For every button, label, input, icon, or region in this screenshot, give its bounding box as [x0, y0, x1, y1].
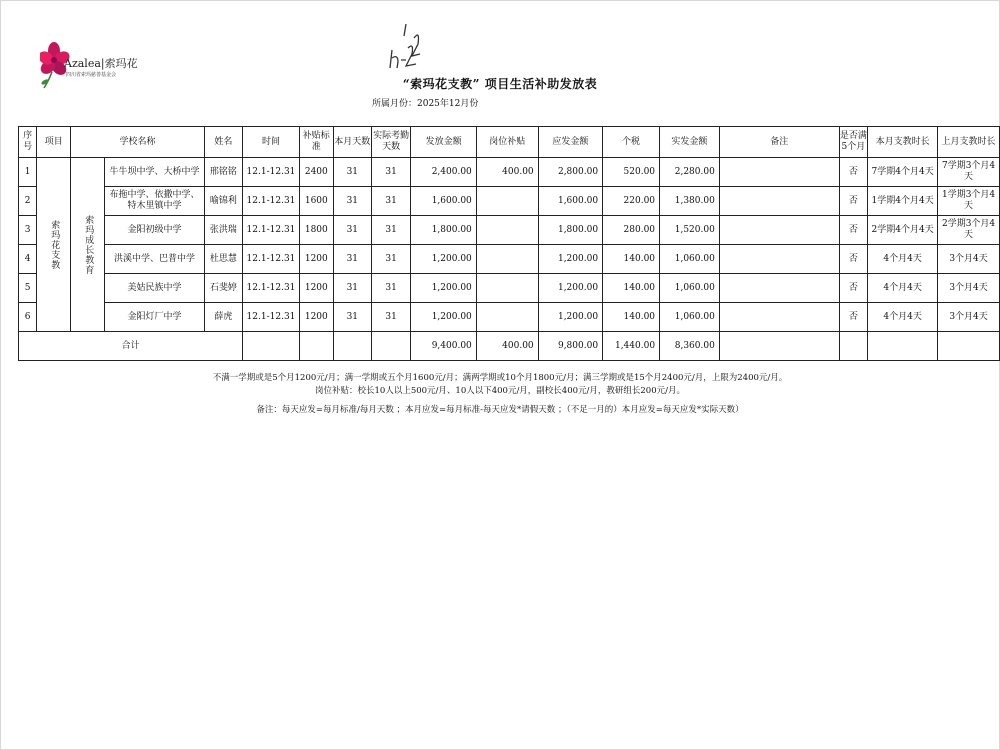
cell-period: 12.1-12.31 [243, 303, 300, 332]
cell-amount: 1,200.00 [411, 303, 476, 332]
header-remark: 备注 [719, 127, 839, 158]
note-line-1: 不满一学期或是5个月1200元/月；满一学期或五个月1600元/月；满两学期或10个月1800元/月；满三学期或是15个月2400元/月，上限为2400元/月。 [212, 373, 788, 383]
cell-seq: 5 [19, 274, 37, 303]
cell-post: 400.00 [476, 158, 538, 187]
cell-seq: 3 [19, 216, 37, 245]
cell-name: 喻锦利 [204, 187, 243, 216]
cell-sub-project [71, 158, 105, 332]
cell-last-month: 7学期3个月4天 [938, 158, 1000, 187]
cell-full5: 否 [839, 216, 867, 245]
cell-tax: 280.00 [603, 216, 660, 245]
cell-days: 31 [333, 158, 371, 187]
cell-empty [299, 332, 333, 361]
cell-full5: 否 [839, 303, 867, 332]
cell-this-month: 4个月4天 [868, 274, 938, 303]
cell-standard: 1200 [299, 245, 333, 274]
cell-seq: 4 [19, 245, 37, 274]
cell-name: 邢铭铭 [204, 158, 243, 187]
cell-project [37, 158, 71, 332]
cell-empty [243, 332, 300, 361]
cell-remark [719, 245, 839, 274]
cell-period: 12.1-12.31 [243, 274, 300, 303]
cell-full5: 否 [839, 187, 867, 216]
cell-empty [719, 332, 839, 361]
cell-amount: 1,800.00 [411, 216, 476, 245]
cell-school: 布拖中学、依撒中学、特木里镇中学 [105, 187, 204, 216]
cell-amount: 1,600.00 [411, 187, 476, 216]
header-last-month: 上月支教时长 [938, 127, 1000, 158]
cell-empty [938, 332, 1000, 361]
cell-actual: 31 [371, 245, 411, 274]
cell-last-month: 1学期3个月4天 [938, 187, 1000, 216]
table-row [19, 274, 1000, 303]
total-tax: 1,440.00 [603, 332, 660, 361]
cell-standard: 1600 [299, 187, 333, 216]
cell-actual: 31 [371, 187, 411, 216]
cell-post [476, 303, 538, 332]
cell-tax: 520.00 [603, 158, 660, 187]
cell-full5: 否 [839, 245, 867, 274]
cell-actual: 31 [371, 216, 411, 245]
cell-full5: 否 [839, 274, 867, 303]
subsidy-table [18, 126, 1000, 361]
cell-tax: 220.00 [603, 187, 660, 216]
cell-last-month: 2学期3个月4天 [938, 216, 1000, 245]
note-line-3: 备注：每天应发=每月标准/每月天数 ；本月应发=每月标准-每天应发*请假天数 ；（不足一月的）本月应发=每天应发*实际天数） [256, 405, 744, 415]
cell-payable: 1,600.00 [538, 187, 602, 216]
cell-post [476, 216, 538, 245]
cell-post [476, 187, 538, 216]
header-this-month: 本月支教时长 [868, 127, 938, 158]
total-payable: 9,800.00 [538, 332, 602, 361]
cell-this-month: 2学期4个月4天 [868, 216, 938, 245]
cell-post [476, 245, 538, 274]
total-row [19, 332, 1000, 361]
cell-period: 12.1-12.31 [243, 158, 300, 187]
header-name: 姓名 [204, 127, 243, 158]
header-post: 岗位补贴 [476, 127, 538, 158]
cell-net: 1,380.00 [660, 187, 720, 216]
cell-name: 张洪瑞 [204, 216, 243, 245]
header-actual-days: 实际考勤天数 [371, 127, 411, 158]
header-full5: 是否满5个月 [839, 127, 867, 158]
cell-name: 石斐婷 [204, 274, 243, 303]
table-row [19, 303, 1000, 332]
header-payable: 应发金额 [538, 127, 602, 158]
cell-amount: 2,400.00 [411, 158, 476, 187]
cell-remark [719, 303, 839, 332]
table-row [19, 187, 1000, 216]
cell-period: 12.1-12.31 [243, 216, 300, 245]
cell-actual: 31 [371, 303, 411, 332]
cell-tax: 140.00 [603, 303, 660, 332]
cell-this-month: 4个月4天 [868, 303, 938, 332]
cell-this-month: 4个月4天 [868, 245, 938, 274]
header-seq: 序号 [19, 127, 37, 158]
cell-this-month: 1学期4个月4天 [868, 187, 938, 216]
header-school: 学校名称 [71, 127, 204, 158]
cell-full5: 否 [839, 158, 867, 187]
cell-empty [333, 332, 371, 361]
cell-school: 洪溪中学、巴普中学 [105, 245, 204, 274]
cell-remark [719, 187, 839, 216]
header-amount: 发放金额 [411, 127, 476, 158]
cell-standard: 2400 [299, 158, 333, 187]
cell-days: 31 [333, 187, 371, 216]
cell-last-month: 3个月4天 [938, 274, 1000, 303]
cell-tax: 140.00 [603, 274, 660, 303]
cell-remark [719, 158, 839, 187]
cell-period: 12.1-12.31 [243, 187, 300, 216]
cell-name: 薛虎 [204, 303, 243, 332]
cell-empty [839, 332, 867, 361]
cell-post [476, 274, 538, 303]
cell-name: 杜思慧 [204, 245, 243, 274]
cell-last-month: 3个月4天 [938, 245, 1000, 274]
total-amount: 9,400.00 [411, 332, 476, 361]
cell-last-month: 3个月4天 [938, 303, 1000, 332]
cell-actual: 31 [371, 274, 411, 303]
cell-net: 1,060.00 [660, 245, 720, 274]
cell-standard: 1200 [299, 303, 333, 332]
page-title: “索玛花支教” 项目生活补助发放表 [402, 77, 598, 91]
sub-project-name: 索玛成长教育 [83, 214, 94, 275]
cell-amount: 1,200.00 [411, 245, 476, 274]
logo-subtitle: 四川省索玛慈善基金会 [66, 72, 117, 78]
table-header-row [19, 127, 1000, 158]
cell-net: 1,520.00 [660, 216, 720, 245]
cell-seq: 2 [19, 187, 37, 216]
cell-empty [868, 332, 938, 361]
total-net: 8,360.00 [660, 332, 720, 361]
total-post: 400.00 [476, 332, 538, 361]
cell-net: 1,060.00 [660, 274, 720, 303]
header-days: 本月天数 [333, 127, 371, 158]
cell-tax: 140.00 [603, 245, 660, 274]
table-row [19, 158, 1000, 187]
note-line-2: 岗位补贴：校长10人以上500元/月、10人以下400元/月，副校长400元/月，教研组长200元/月。 [315, 386, 685, 396]
handwritten-note [384, 20, 424, 80]
cell-school: 金阳灯厂中学 [105, 303, 204, 332]
cell-period: 12.1-12.31 [243, 245, 300, 274]
month-label: 所属月份：2025年12月份 [372, 99, 479, 109]
cell-net: 1,060.00 [660, 303, 720, 332]
cell-school: 美姑民族中学 [105, 274, 204, 303]
cell-remark [719, 216, 839, 245]
cell-school: 金阳初级中学 [105, 216, 204, 245]
cell-this-month: 7学期4个月4天 [868, 158, 938, 187]
cell-payable: 1,200.00 [538, 245, 602, 274]
cell-days: 31 [333, 274, 371, 303]
header-period: 时间 [243, 127, 300, 158]
header-project: 项目 [37, 127, 71, 158]
cell-remark [719, 274, 839, 303]
cell-seq: 6 [19, 303, 37, 332]
cell-standard: 1800 [299, 216, 333, 245]
table-row [19, 245, 1000, 274]
project-name: 索玛花支教 [49, 219, 60, 270]
cell-actual: 31 [371, 158, 411, 187]
header-tax: 个税 [603, 127, 660, 158]
cell-payable: 1,200.00 [538, 274, 602, 303]
cell-days: 31 [333, 245, 371, 274]
cell-standard: 1200 [299, 274, 333, 303]
cell-school: 牛牛坝中学、大桥中学 [105, 158, 204, 187]
total-label: 合计 [19, 332, 243, 361]
cell-net: 2,280.00 [660, 158, 720, 187]
cell-amount: 1,200.00 [411, 274, 476, 303]
header-standard: 补贴标准 [299, 127, 333, 158]
logo-text: Azalea|索玛花 [64, 57, 138, 70]
cell-payable: 1,800.00 [538, 216, 602, 245]
cell-payable: 1,200.00 [538, 303, 602, 332]
cell-empty [371, 332, 411, 361]
header-net: 实发金额 [660, 127, 720, 158]
cell-days: 31 [333, 216, 371, 245]
cell-days: 31 [333, 303, 371, 332]
cell-payable: 2,800.00 [538, 158, 602, 187]
table-row [19, 216, 1000, 245]
cell-seq: 1 [19, 158, 37, 187]
